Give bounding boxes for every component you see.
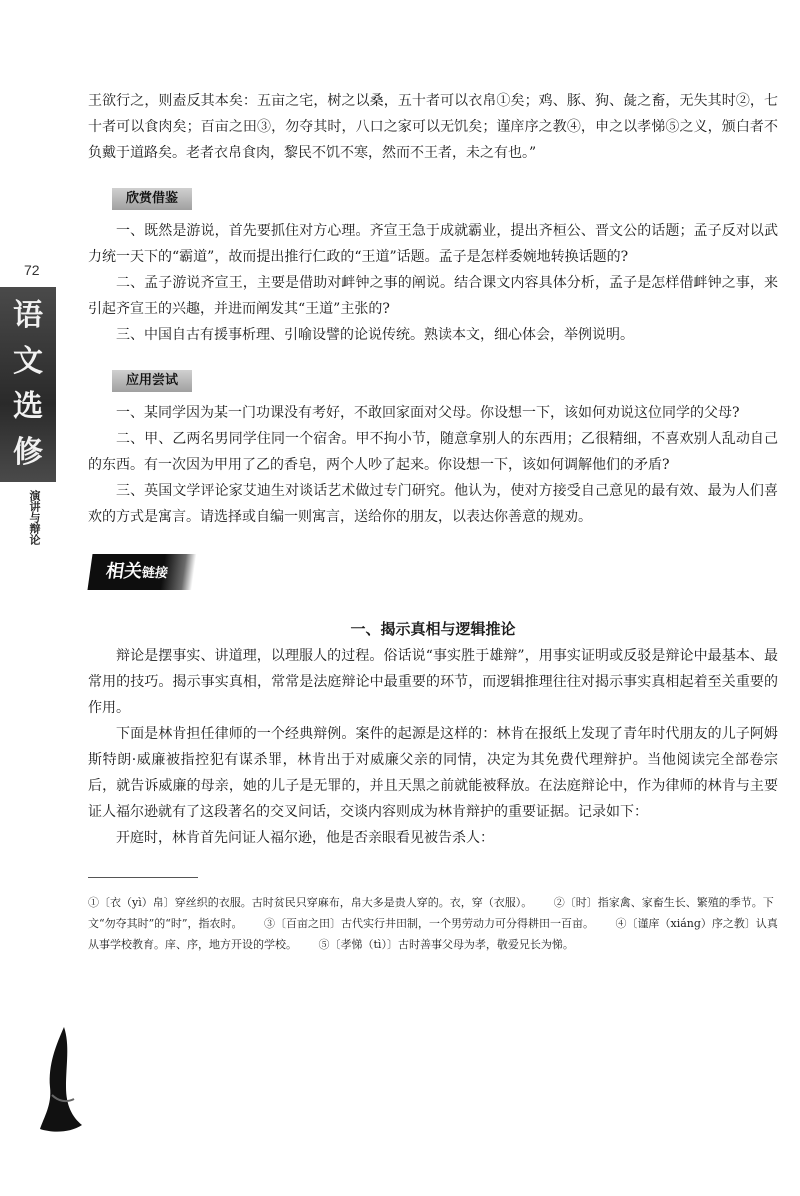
application-item: 二、甲、乙两名男同学住同一个宿舍。甲不拘小节，随意拿别人的东西用；乙很精细，不喜欢别人乱动自己的东西。有一次因为甲用了乙的香皂，两个人吵了起来。你设想一下，该如何调解他们的矛盾?: [88, 431, 778, 473]
side-title-char: 语: [13, 297, 43, 333]
related-links-banner: [87, 554, 196, 590]
footnote: ①〔衣（yì）帛〕穿丝织的衣服。古时贫民只穿麻布，帛大多是贵人穿的。衣，穿（衣服）。: [88, 896, 533, 909]
banner-main: 相关: [104, 561, 144, 582]
footnote: ②〔时〕指家禽、家畜生长、繁殖的季节。下文“勿夺其时”的“时”，指农时。: [88, 896, 774, 930]
content-column: [88, 88, 778, 955]
footnotes: [88, 892, 778, 955]
article-paragraph: 辩论是摆事实、讲道理，以理服人的过程。俗话说“事实胜于雄辩”，用事实证明或反驳是辩论中最基本、最常用的技巧。揭示事实真相，常常是法庭辩论中最重要的环节，而逻辑推理往往对揭示事实真相起着至关重要的作用。: [88, 648, 778, 716]
side-title-char: 选: [13, 389, 43, 425]
article-title: 一、揭示真相与逻辑推论: [350, 620, 516, 638]
page-number: 72: [24, 262, 40, 278]
appreciation-item: 二、孟子游说齐宣王，主要是借助对衅钟之事的阐说。结合课文内容具体分析，孟子是怎样借衅钟之事，来引起齐宣王的兴趣，并进而阐发其“王道”主张的?: [88, 275, 778, 317]
banner-small: 链接: [140, 566, 169, 581]
appreciation-item: 三、中国自古有援事析理、引喻设譬的论说传统。熟读本文，细心体会，举例说明。: [116, 327, 634, 343]
side-title-char: 文: [13, 343, 43, 379]
footnote: ⑤〔孝悌（tì）〕古时善事父母为孝，敬爱兄长为悌。: [318, 938, 574, 951]
article-paragraph: 开庭时，林肯首先问证人福尔逊，他是否亲眼看见被告杀人：: [116, 830, 494, 846]
application-item: 一、某同学因为某一门功课没有考好，不敢回家面对父母。你设想一下，该如何劝说这位同学的父母?: [116, 405, 740, 421]
side-title-bar: [0, 287, 56, 482]
application-tag: 应用尝试: [112, 370, 192, 392]
footnote: ④〔谨庠（xiáng）序之教〕认真从事学校教育。庠、序，地方开设的学校。: [88, 917, 778, 951]
top-paragraph: 王欲行之，则盍反其本矣：五亩之宅，树之以桑，五十者可以衣帛①矣；鸡、豚、狗、彘之畜，无失其时②，七十者可以食肉矣；百亩之田③，勿夺其时，八口之家可以无饥矣；谨庠序之教④，申之以孝悌⑤之义，颁白者不负戴于道路矣。老者衣帛食肉，黎民不饥不寒，然而不王者，未之有也。”: [88, 93, 778, 161]
appreciation-tag: 欣赏借鉴: [112, 188, 192, 210]
appreciation-item: 一、既然是游说，首先要抓住对方心理。齐宣王急于成就霸业，提出齐桓公、晋文公的话题；孟子反对以武力统一天下的“霸道”，故而提出推行仁政的“王道”话题。孟子是怎样委婉地转换话题的?: [88, 223, 778, 265]
footnote: ③〔百亩之田〕古代实行井田制，一个男劳动力可分得耕田一百亩。: [264, 917, 594, 930]
application-item: 三、英国文学评论家艾迪生对谈话艺术做过专门研究。他认为，使对方接受自己意见的最有效、最为人们喜欢的方式是寓言。请选择或自编一则寓言，送给你的朋友，以表达你善意的规劝。: [88, 483, 778, 525]
footnote-divider: [88, 877, 198, 878]
side-title-char: 修: [13, 435, 43, 471]
brush-stroke-icon: [36, 1025, 86, 1135]
side-subtitle: 演讲与辩论: [28, 490, 41, 545]
article-paragraph: 下面是林肯担任律师的一个经典辩例。案件的起源是这样的：林肯在报纸上发现了青年时代朋友的儿子阿姆斯特朗·威廉被指控犯有谋杀罪，林肯出于对威廉父亲的同情，决定为其免费代理辩护。当他阅读完全部卷宗后，就告诉威廉的母亲，她的儿子是无罪的，并且天黑之前就能被释放。在法庭辩论中，作为律师的林肯与主要证人福尔逊就有了这段著名的交叉问话，交谈内容则成为林肯辩护的重要证据。记录如下：: [88, 726, 778, 820]
